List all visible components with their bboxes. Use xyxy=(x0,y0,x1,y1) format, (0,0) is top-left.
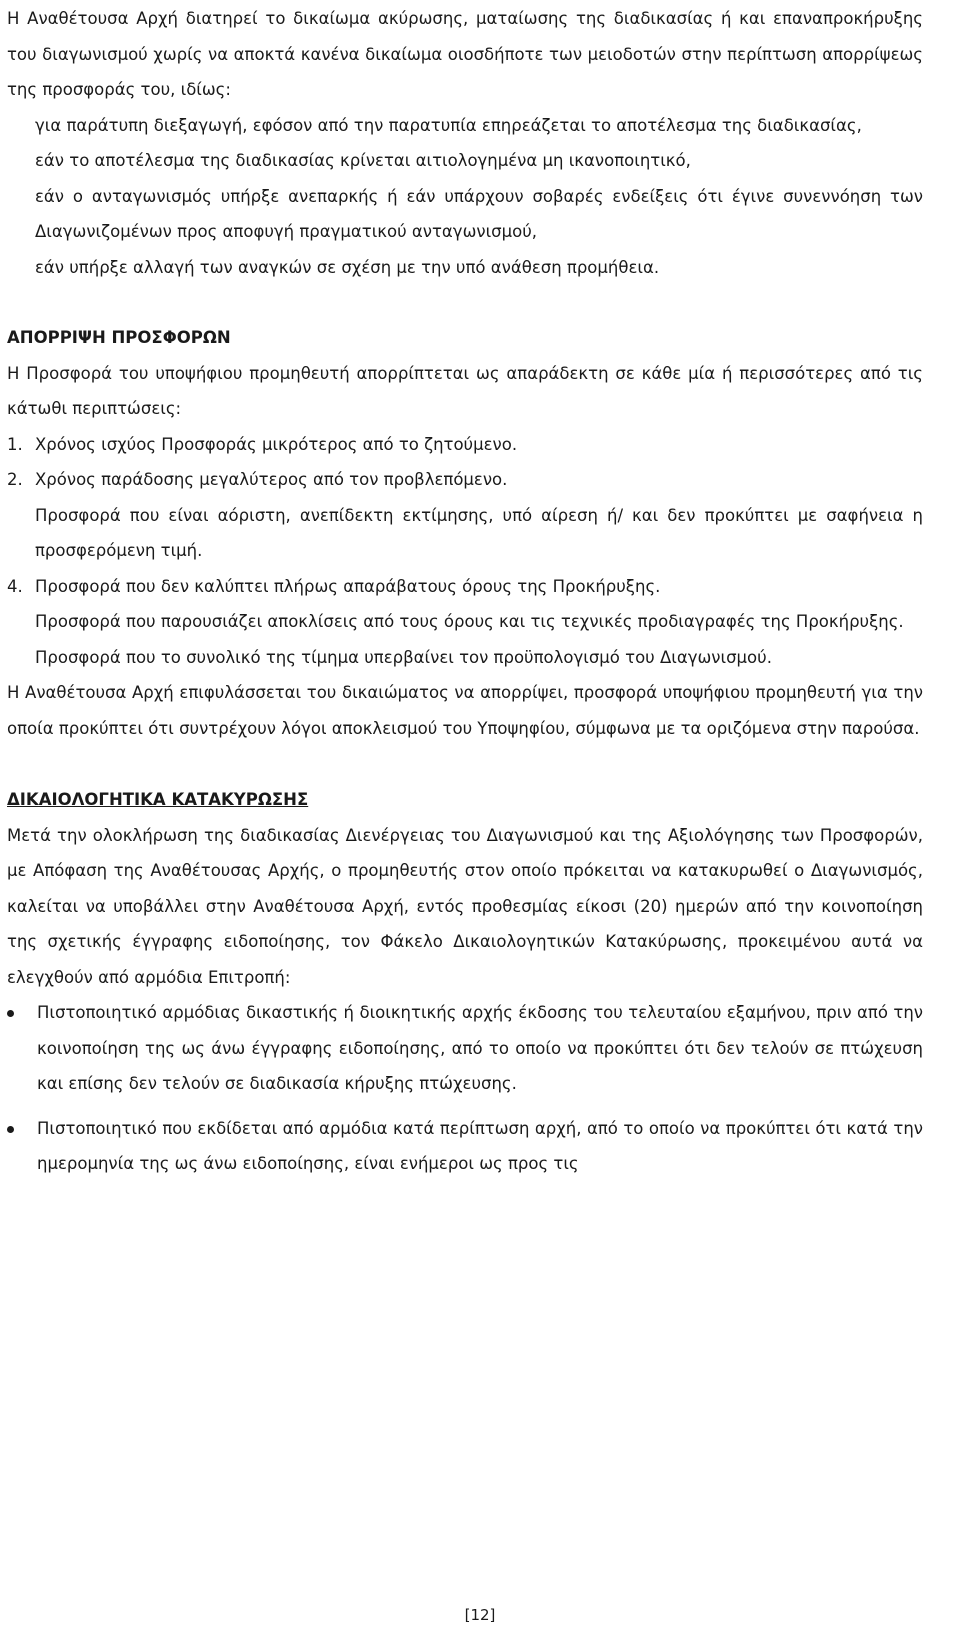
list-number xyxy=(7,143,35,179)
list-item xyxy=(7,462,923,498)
intro-paragraph: Η Αναθέτουσα Αρχή διατηρεί το δικαίωμα ακύρωσης, ματαίωσης της διαδικασίας ή και επαναπροκήρυξης του διαγωνισμού χωρίς να αποκτά κανένα δικαίωμα οιοσδήποτε των μειοδοτών στην περίπτωση απορρίψεως της προσφοράς του, ιδίως: xyxy=(7,9,923,99)
list-number xyxy=(7,108,35,144)
intro-list xyxy=(7,108,923,286)
rejection-heading: ΑΠΟΡΡΙΨΗ ΠΡΟΣΦΟΡΩΝ xyxy=(7,328,231,347)
list-text: Χρόνος παράδοσης μεγαλύτερος από τον προβλεπόμενο. xyxy=(35,470,508,489)
list-text: Προσφορά που το συνολικό της τίμημα υπερβαίνει τον προϋπολογισμό του Διαγωνισμού. xyxy=(35,647,772,667)
list-number xyxy=(7,604,35,640)
bullet-text: Πιστοποιητικό αρμόδιας δικαστικής ή διοικητικής αρχής έκδοσης του τελευταίου εξαμήνου, πριν από την κοινοποίηση της ως άνω έγγραφης ειδοποίησης, από το οποίο να προκύπτει ότι δεν τελούν σε πτώχευση και επίσης δεν τελούν σε διαδικασία κήρυξης πτώχευσης. xyxy=(37,1003,923,1093)
list-number: 2. xyxy=(7,470,23,489)
list-number: 4. xyxy=(7,576,23,596)
list-number xyxy=(7,640,35,676)
list-item xyxy=(7,143,923,179)
list-number: 1. xyxy=(7,434,23,454)
list-text: εάν υπήρξε αλλαγή των αναγκών σε σχέση με την υπό ανάθεση προμήθεια. xyxy=(35,257,660,277)
list-item xyxy=(7,427,923,463)
list-item xyxy=(7,179,923,250)
list-text: εάν ο ανταγωνισμός υπήρξε ανεπαρκής ή εάν υπάρχουν σοβαρές ενδείξεις ότι έγινε συνεννόηση των Διαγωνιζομένων προς αποφυγή πραγματικού ανταγωνισμού, xyxy=(35,186,923,241)
rejection-intro: Η Προσφορά του υποψήφιου προμηθευτή απορρίπτεται ως απαράδεκτη σε κάθε μία ή περισσότερες από τις κάτωθι περιπτώσεις: xyxy=(7,363,923,418)
list-item xyxy=(7,604,923,640)
list-item xyxy=(7,640,923,676)
award-docs-intro: Μετά την ολοκλήρωση της διαδικασίας Διενέργειας του Διαγωνισμού και της Αξιολόγησης των Προσφορών, με Απόφαση της Αναθέτουσας Αρχής, ο προμηθευτής στον οποίο πρόκειται να κατακυρωθεί ο Διαγωνισμός, καλείται να υποβάλλει στην Αναθέτουσα Αρχή, εντός προθεσμίας είκοσι (20) ημερών από την κοινοποίηση της σχετικής έγγραφης ειδοποίησης, τον Φάκελο Δικαιολογητικών Κατακύρωσης, προκειμένου αυτά να ελεγχθούν από αρμόδια Επιτροπή: xyxy=(7,825,923,987)
bullet-icon xyxy=(7,1010,14,1017)
page-number: [12] xyxy=(464,1606,496,1624)
list-item xyxy=(7,250,923,286)
list-number xyxy=(7,179,35,215)
bullet-item xyxy=(7,1111,923,1182)
award-docs-bullets xyxy=(7,995,923,1182)
list-number xyxy=(7,498,35,534)
list-text: Χρόνος ισχύος Προσφοράς μικρότερος από το ζητούμενο. xyxy=(35,434,518,454)
list-item xyxy=(7,498,923,569)
bullet-text: Πιστοποιητικό που εκδίδεται από αρμόδια κατά περίπτωση αρχή, από το οποίο να προκύπτει ότι κατά την ημερομηνία της ως άνω ειδοποίησης, είναι ενήμεροι ως προς τις xyxy=(37,1118,923,1173)
list-text: για παράτυπη διεξαγωγή, εφόσον από την παρατυπία επηρεάζεται το αποτέλεσμα της διαδικασίας, xyxy=(35,115,862,135)
list-number xyxy=(7,250,35,286)
award-docs-heading: ΔΙΚΑΙΟΛΟΓΗΤΙΚΑ ΚΑΤΑΚΥΡΩΣΗΣ xyxy=(7,790,309,809)
list-item xyxy=(7,108,923,144)
rejection-list xyxy=(7,427,923,676)
list-text: εάν το αποτέλεσμα της διαδικασίας κρίνεται αιτιολογημένα μη ικανοποιητικό, xyxy=(35,151,691,170)
list-item xyxy=(7,569,923,605)
list-text: Προσφορά που δεν καλύπτει πλήρως απαράβατους όρους της Προκήρυξης. xyxy=(35,576,661,596)
bullet-icon xyxy=(7,1126,14,1133)
rejection-closing: Η Αναθέτουσα Αρχή επιφυλάσσεται του δικαιώματος να απορρίψει, προσφορά υποψήφιου προμηθευτή για την οποία προκύπτει ότι συντρέχουν λόγοι αποκλεισμού του Υποψηφίου, σύμφωνα με τα οριζόμενα στην παρούσα. xyxy=(7,683,923,738)
list-text: Προσφορά που είναι αόριστη, ανεπίδεκτη εκτίμησης, υπό αίρεση ή/ και δεν προκύπτει με σαφήνεια η προσφερόμενη τιμή. xyxy=(35,505,923,560)
bullet-item xyxy=(7,995,923,1102)
list-text: Προσφορά που παρουσιάζει αποκλίσεις από τους όρους και τις τεχνικές προδιαγραφές της Προκήρυξης. xyxy=(35,612,904,631)
